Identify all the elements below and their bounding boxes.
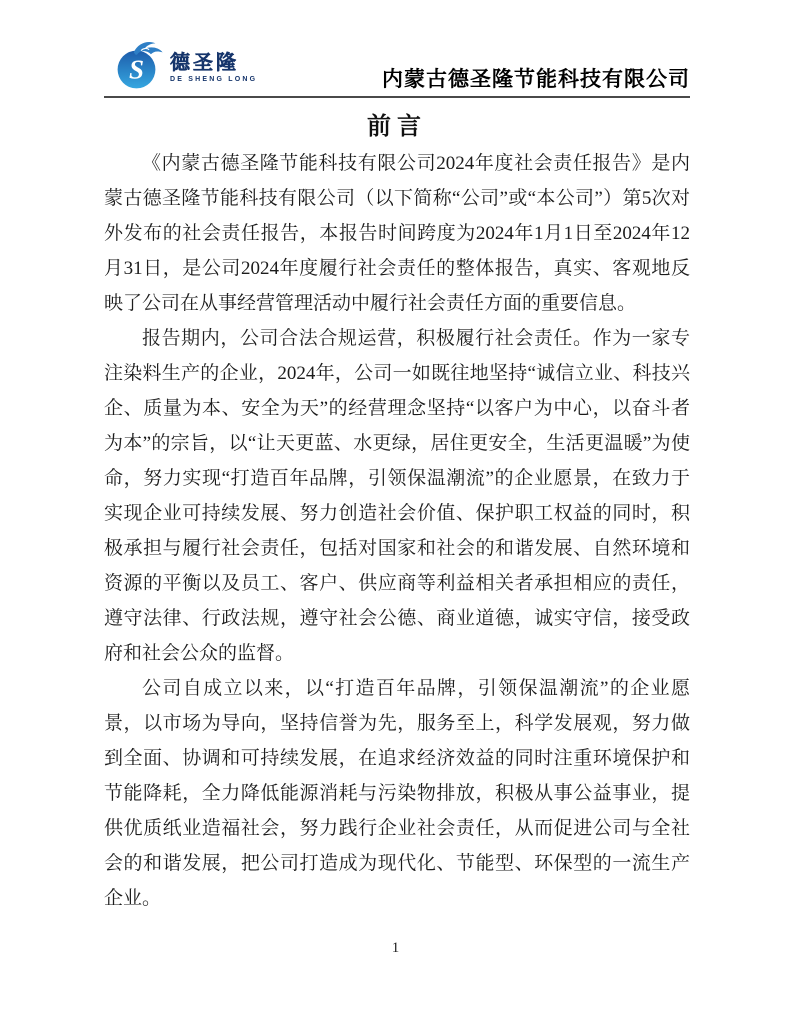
paragraph-1: 《内蒙古德圣隆节能科技有限公司2024年度社会责任报告》是内蒙古德圣隆节能科技有限公司（以下简称“公司”或“本公司”）第5次对外发布的社会责任报告，本报告时间跨度为2024年1月1日至2024年12月31日，是公司2024年度履行社会责任的整体报告，真实、客观地反映了公司在从事经营管理活动中履行社会责任方面的重要信息。: [104, 153, 690, 314]
logo-text: [170, 53, 257, 83]
page-title: 前言: [367, 114, 427, 140]
paragraph-2: 报告期内，公司合法合规运营，积极履行社会责任。作为一家专注染料生产的企业，2024年，公司一如既往地坚持“诚信立业、科技兴企、质量为本、安全为天”的经营理念坚持“以客户为中心，以奋斗者为本”的宗旨，以“让天更蓝、水更绿，居住更安全，生活更温暖”为使命，努力实现“打造百年品牌，引领保温潮流”的企业愿景，在致力于实现企业可持续发展、努力创造社会价值、保护职工权益的同时，积极承担与履行社会责任，包括对国家和社会的和谐发展、自然环境和资源的平衡以及员工、客户、供应商等利益相关者承担相应的责任，遵守法律、行政法规，遵守社会公德、商业道德，诚实守信，接受政府和社会公众的监督。: [104, 328, 690, 664]
svg-text:S: S: [128, 54, 145, 85]
page-number: 1: [391, 940, 400, 956]
document-body: [104, 146, 690, 916]
company-name: 内蒙古德圣隆节能科技有限公司: [382, 67, 690, 91]
logo-name-cn: 德圣隆: [170, 52, 239, 74]
logo-name-en: DE SHENG LONG: [170, 76, 258, 83]
company-logo: [114, 38, 257, 92]
paragraph-3: 公司自成立以来，以“打造百年品牌，引领保温潮流”的企业愿景，以市场为导向，坚持信誉为先，服务至上，科学发展观，努力做到全面、协调和可持续发展，在追求经济效益的同时注重环境保护和节能降耗，全力降低能源消耗与污染物排放，积极从事公益事业，提供优质纸业造福社会，努力践行企业社会责任，从而促进公司与全社会的和谐发展，把公司打造成为现代化、节能型、环保型的一流生产企业。: [104, 678, 690, 909]
page-header: [104, 36, 690, 98]
dragon-s-logo-icon: [114, 38, 168, 92]
